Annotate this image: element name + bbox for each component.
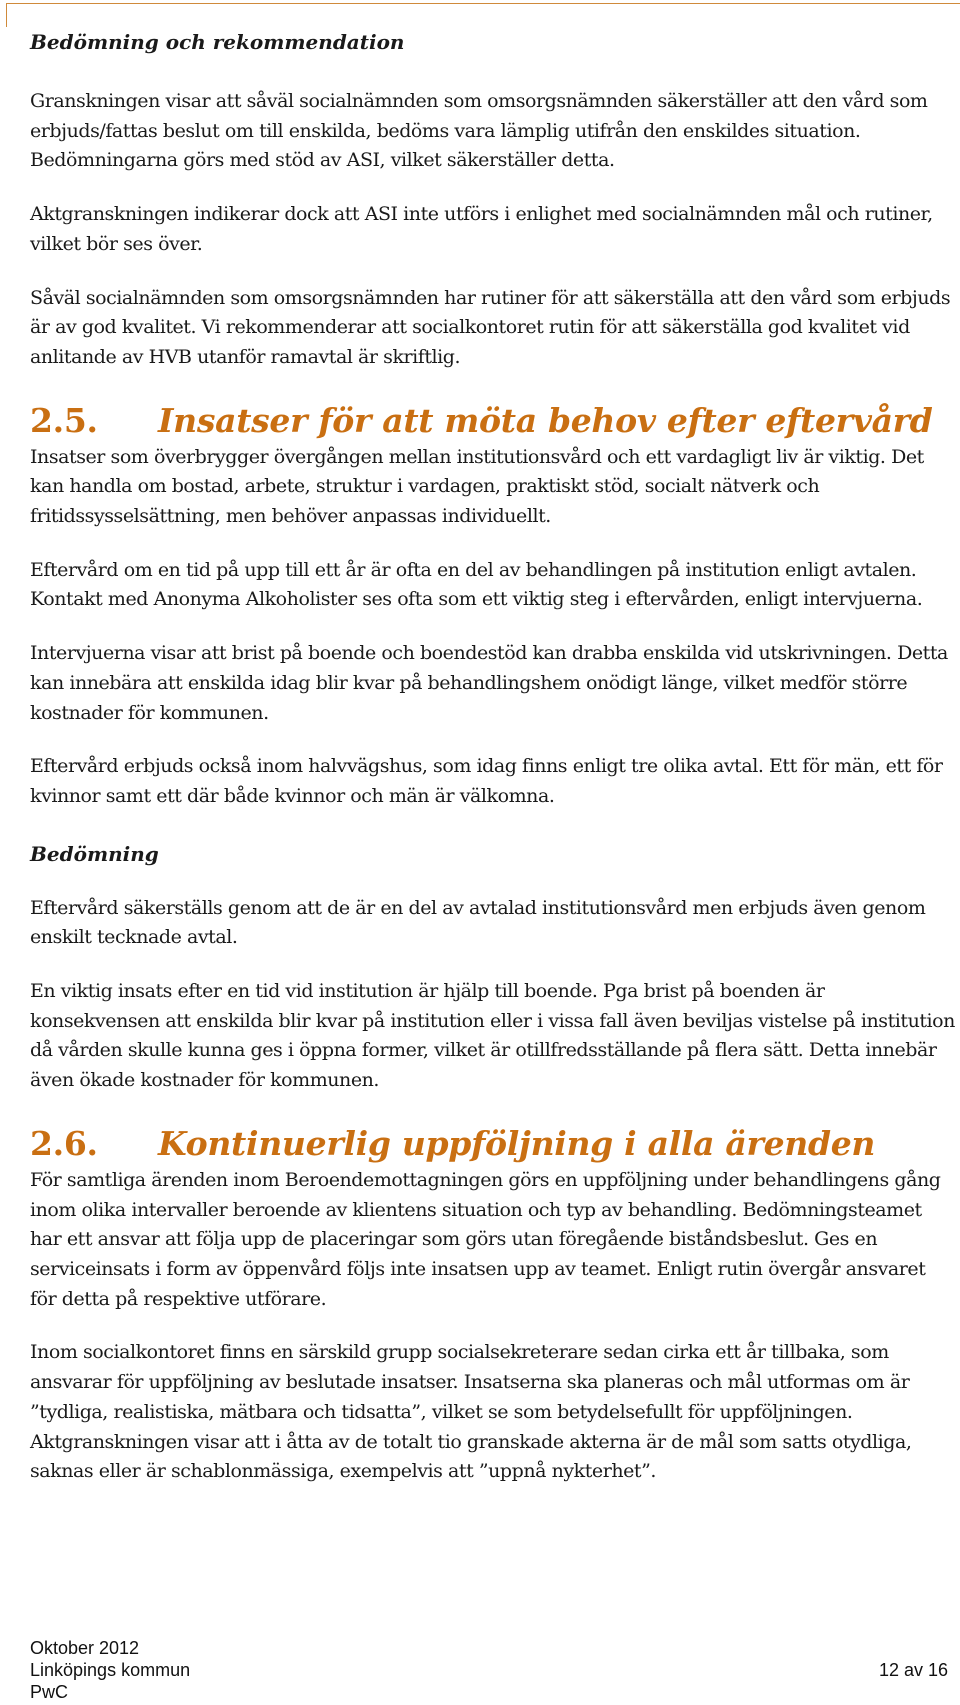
document-body xyxy=(30,24,955,1487)
paragraph: Intervjuerna visar att brist på boende och boendestöd kan drabba enskilda vid utskrivningen. Detta kan innebära att enskilda idag blir kvar på behandlingshem onödigt länge, vilket medför större kostnader för kommunen. xyxy=(30,642,948,724)
footer-organization: Linköpings kommun xyxy=(30,1660,191,1680)
section-heading-2-5 xyxy=(30,399,955,443)
section-number: 2.5. xyxy=(30,400,98,440)
subheading-assessment-recommendation: Bedömning och rekommendation xyxy=(30,30,405,54)
paragraph: Såväl socialnämnden som omsorgsnämnden har rutiner för att säkerställa att den vård som erbjuds är av god kvalitet. Vi rekommenderar att socialkontoret rutin för att säkerställa god kvalitet vid anlitande av HVB utanför ramavtal är skriftlig. xyxy=(30,286,951,368)
paragraph: Insatser som överbrygger övergången mellan institutionsvård och ett vardagligt liv är viktig. Det kan handla om bostad, arbete, struktur i vardagen, praktiskt stöd, socialt nätverk och fritidssysselsättning, men behöver anpassas individuellt. xyxy=(30,445,924,528)
paragraph: Granskningen visar att såväl socialnämnden som omsorgsnämnden säkerställer att den vård som erbjuds/fattas beslut om till enskilda, bedöms vara lämplig utifrån den enskildes situation. Bedömningarna görs med stöd av ASI, vilket säkerställer detta. xyxy=(30,90,928,172)
page-number: 12 av 16 xyxy=(878,1660,948,1680)
footer-date: Oktober 2012 xyxy=(30,1638,140,1658)
page-footer-info xyxy=(30,1637,190,1703)
subheading-assessment: Bedömning xyxy=(30,841,159,866)
section-title: Kontinuerlig uppföljning i alla ärenden xyxy=(158,1123,876,1163)
paragraph: En viktig insats efter en tid vid institution är hjälp till boende. Pga brist på boenden är konsekvensen att enskilda blir kvar på institution eller i vissa fall även beviljas vistelse på institution då vården skulle kunna ges i öppna former, vilket är otillfredsställande på flera sätt. Detta innebär även ökade kostnader för kommunen. xyxy=(30,980,955,1092)
paragraph: Eftervård erbjuds också inom halvvägshus, som idag finns enligt tre olika avtal. Ett för män, ett för kvinnor samt ett där både kvinnor och män är välkomna. xyxy=(30,755,943,807)
paragraph: Aktgranskningen indikerar dock att ASI inte utförs i enlighet med socialnämnden mål och rutiner, vilket bör ses över. xyxy=(30,203,933,255)
paragraph: För samtliga ärenden inom Beroendemottagningen görs en uppföljning under behandlingens gång inom olika intervaller beroende av klientens situation och typ av behandling. Bedömningsteamet har ett ansvar att följa upp de placeringar som görs utan föregående biståndsbeslut. Ges en serviceinsats i form av öppenvård följs inte insatsen upp av teamet. Enligt rutin övergår ansvaret för detta på respektive utförare. xyxy=(30,1168,941,1310)
section-heading-2-6 xyxy=(30,1122,955,1166)
footer-company: PwC xyxy=(30,1682,69,1702)
section-title: Insatser för att möta behov efter eftervård xyxy=(158,400,933,440)
paragraph: Eftervård säkerställs genom att de är en del av avtalad institutionsvård men erbjuds även genom enskilt tecknade avtal. xyxy=(30,896,926,949)
page-corner-rule-vertical xyxy=(6,3,7,27)
paragraph: Inom socialkontoret finns en särskild grupp socialsekreterare sedan cirka ett år tillbaka, som ansvarar för uppföljning av beslutade insatser. Insatserna ska planeras och mål utformas om är ”tydliga, realistiska, mätbara och tidsatta”, vilket se som betydelsefullt för uppföljningen. Aktgranskningen visar att i åtta av de totalt tio granskade akterna är de mål som satts otydliga, saknas eller är schablonmässiga, exempelvis att ”uppnå nykterhet”. xyxy=(30,1341,912,1483)
paragraph: Eftervård om en tid på upp till ett år är ofta en del av behandlingen på institution enligt avtalen. Kontakt med Anonyma Alkoholister ses ofta som ett viktig steg i eftervården, enligt intervjuerna. xyxy=(30,558,923,611)
page-corner-rule-horizontal xyxy=(6,3,960,4)
section-number: 2.6. xyxy=(30,1123,98,1163)
